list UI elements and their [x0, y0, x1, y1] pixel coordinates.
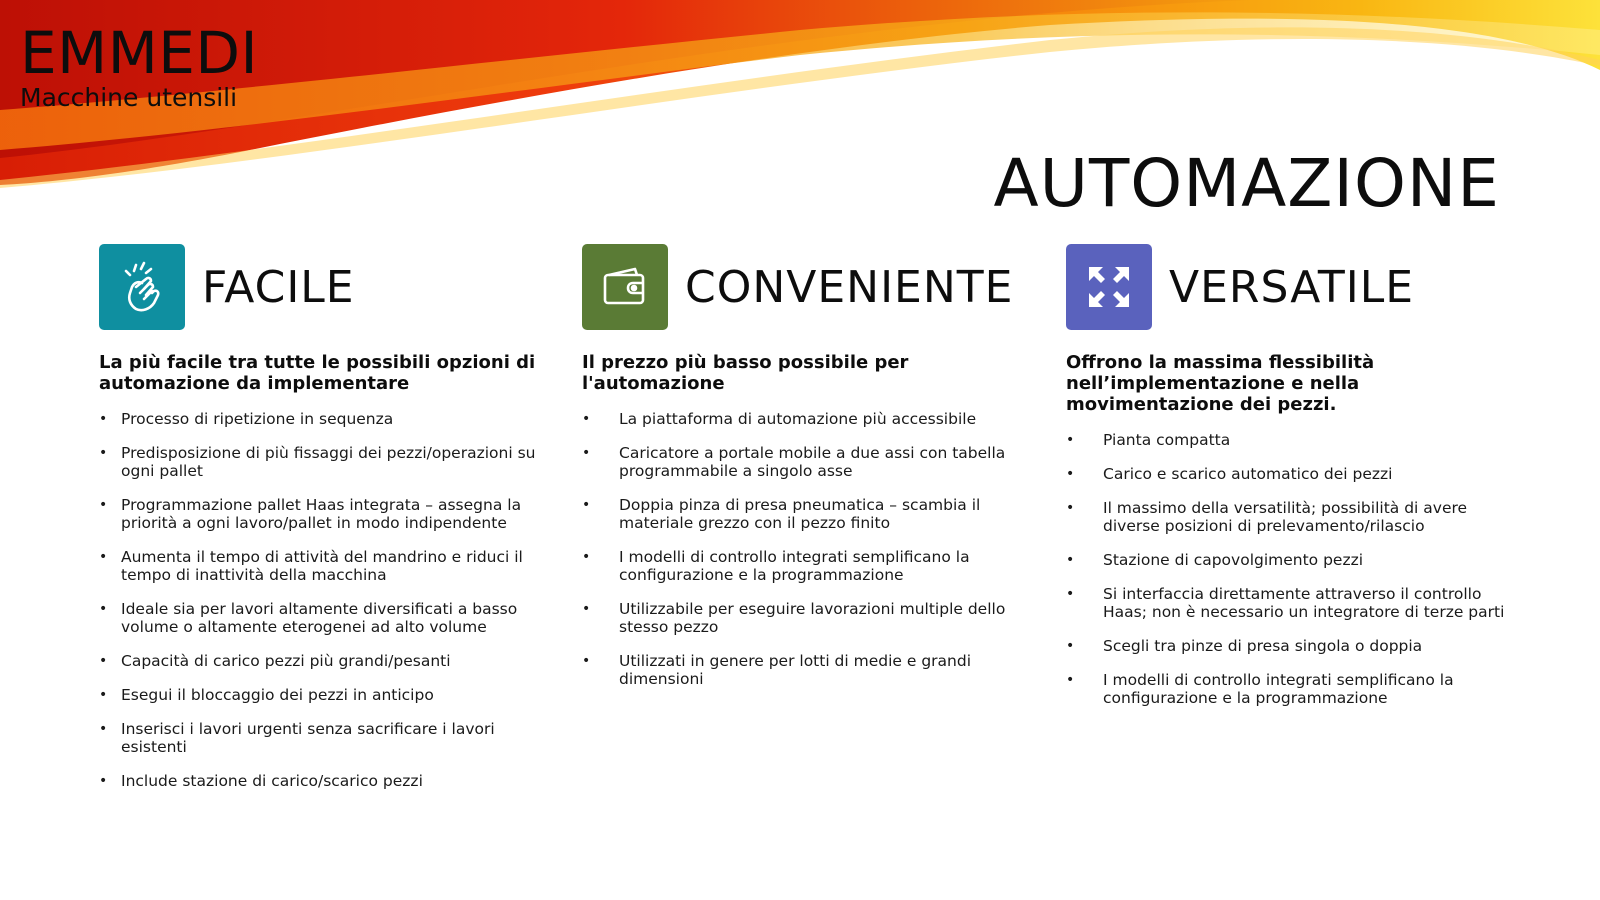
wallet-icon: [582, 244, 668, 330]
column-subtitle: Il prezzo più basso possibile per l'automazione: [582, 352, 909, 394]
list-item: • Utilizzabile per eseguire lavorazioni multiple dello stesso pezzo: [582, 600, 1022, 636]
list-item: • Utilizzati in genere per lotti di medie e grandi dimensioni: [582, 652, 1022, 688]
list-item: • Capacità di carico pezzi più grandi/pesanti: [99, 652, 539, 670]
list-item: • La piattaforma di automazione più accessibile: [582, 410, 1022, 428]
column-title: CONVENIENTE: [685, 261, 1014, 313]
feature-list: [99, 410, 539, 790]
list-item: • Pianta compatta: [1066, 431, 1516, 449]
list-item: • Include stazione di carico/scarico pezzi: [99, 772, 539, 790]
column-title: FACILE: [202, 261, 355, 313]
expand-arrows-icon: [1066, 244, 1152, 330]
column-facile: [99, 244, 539, 806]
snap-fingers-icon: [99, 244, 185, 330]
list-item: • Esegui il bloccaggio dei pezzi in anticipo: [99, 686, 539, 704]
list-item: • Processo di ripetizione in sequenza: [99, 410, 539, 428]
column-subtitle: La più facile tra tutte le possibili opzioni di automazione da implementare: [99, 352, 536, 394]
list-item: • Inserisci i lavori urgenti senza sacrificare i lavori esistenti: [99, 720, 539, 756]
column-title: VERSATILE: [1169, 261, 1415, 313]
list-item: • Doppia pinza di presa pneumatica – scambia il materiale grezzo con il pezzo finito: [582, 496, 1022, 532]
column-conveniente: [582, 244, 1022, 704]
brand: [20, 19, 259, 112]
column-versatile: [1066, 244, 1516, 723]
feature-list: [1066, 431, 1516, 707]
slide-title: AUTOMAZIONE: [993, 145, 1500, 222]
column-subtitle: Offrono la massima flessibilità nell’implementazione e nella movimentazione dei pezzi.: [1066, 352, 1375, 415]
brand-name: EMMEDI: [20, 19, 259, 87]
list-item: • Il massimo della versatilità; possibilità di avere diverse posizioni di prelevamento/rilascio: [1066, 499, 1516, 535]
column-header: [582, 244, 1022, 330]
brand-subtitle: Macchine utensili: [20, 83, 238, 112]
list-item: • Programmazione pallet Haas integrata – assegna la priorità a ogni lavoro/pallet in modo indipendente: [99, 496, 539, 532]
column-header: [99, 244, 539, 330]
list-item: • I modelli di controllo integrati semplificano la configurazione e la programmazione: [1066, 671, 1516, 707]
list-item: • Caricatore a portale mobile a due assi con tabella programmabile a singolo asse: [582, 444, 1022, 480]
list-item: • Aumenta il tempo di attività del mandrino e riduci il tempo di inattività della macchina: [99, 548, 539, 584]
list-item: • Predisposizione di più fissaggi dei pezzi/operazioni su ogni pallet: [99, 444, 539, 480]
list-item: • I modelli di controllo integrati semplificano la configurazione e la programmazione: [582, 548, 1022, 584]
feature-list: [582, 410, 1022, 688]
list-item: • Carico e scarico automatico dei pezzi: [1066, 465, 1516, 483]
list-item: • Si interfaccia direttamente attraverso il controllo Haas; non è necessario un integratore di terze parti: [1066, 585, 1516, 621]
list-item: • Stazione di capovolgimento pezzi: [1066, 551, 1516, 569]
list-item: • Scegli tra pinze di presa singola o doppia: [1066, 637, 1516, 655]
list-item: • Ideale sia per lavori altamente diversificati a basso volume o altamente eterogenei ad alto volume: [99, 600, 539, 636]
column-header: [1066, 244, 1516, 330]
